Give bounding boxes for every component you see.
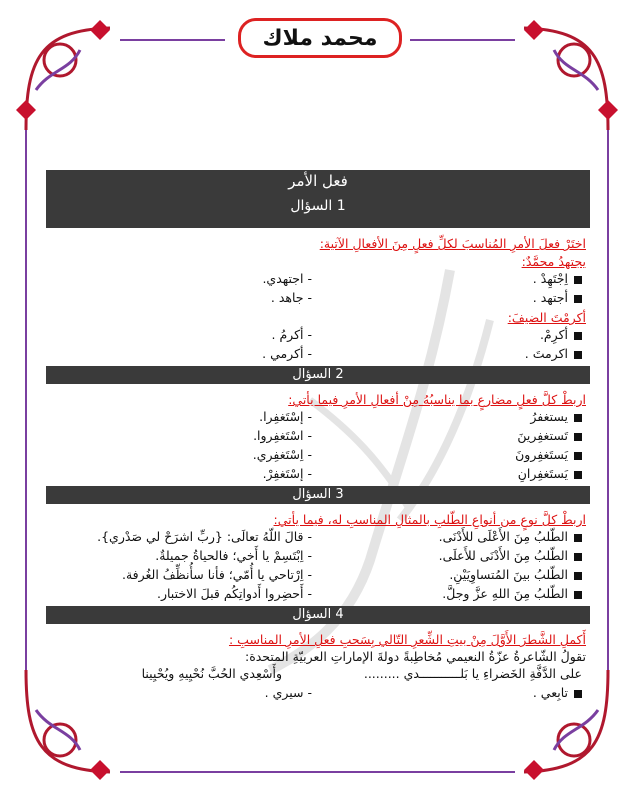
option-text: الطّلبُ مِنَ الأَدْنَى للأَعلَى. bbox=[438, 548, 568, 563]
q4-intro: تقولُ الشّاعرةُ عزّةُ النعيمي مُخاطِبةً دولةَ الإماراتِ العربيّةِ المتحدة: bbox=[244, 649, 586, 664]
worksheet-content bbox=[46, 170, 590, 702]
option-text: - إسْتَغفِرْ. bbox=[262, 466, 312, 481]
option-text: اِجْتَهِدْ . bbox=[532, 271, 568, 286]
option-text: الطّلبُ مِنَ الأَعْلَى للأَدْنَى. bbox=[438, 529, 568, 544]
q4-instruction: أَكملِ الشَّطرَ الأَوَّلَ مِنْ بيتِ الشِّعرِ التّالي بِسَحبِ فعلِ الأمرِ المناسبِ : bbox=[228, 632, 586, 647]
checkbox-square[interactable] bbox=[574, 591, 582, 599]
option-text: يَستَغفِرونَ bbox=[515, 447, 568, 462]
option-text: - أَحضِروا أَدواتِكُم قبلَ الاختبار. bbox=[156, 586, 312, 601]
verse-second-half: وأَسْعِدي الحُبَّ نُحْيِيهِ ويُحْيِينا bbox=[141, 666, 282, 681]
answer-row bbox=[46, 426, 590, 445]
option-text: يَستَغفِرانِ bbox=[517, 466, 568, 481]
option-text: الطّلبُ مِنَ اللهِ عزَّ وجلَّ. bbox=[442, 586, 568, 601]
answer-row bbox=[46, 445, 590, 464]
option-text: - أكرمُ . bbox=[271, 327, 312, 342]
answer-row bbox=[46, 565, 590, 584]
student-name-banner bbox=[238, 18, 402, 58]
answer-row bbox=[46, 584, 590, 603]
answer-row bbox=[46, 683, 590, 702]
option-text: - سيري . bbox=[264, 685, 312, 700]
checkbox-square[interactable] bbox=[574, 414, 582, 422]
option-text: - أكرمي . bbox=[262, 346, 312, 361]
option-text: تَستغفِرينَ bbox=[517, 428, 568, 443]
section-header bbox=[46, 170, 590, 228]
answer-row bbox=[46, 288, 590, 307]
checkbox-square[interactable] bbox=[574, 471, 582, 479]
verse-row bbox=[46, 664, 590, 683]
checkbox-square[interactable] bbox=[574, 553, 582, 561]
q2-instruction: اربطْ كلَّ فعلٍ مضارعٍ بما يناسبُهُ مِنْ أفعالِ الأمرِ فيما يأتي: bbox=[288, 392, 586, 407]
q1-group2-title: أكرمْتَ الضيفَ: bbox=[507, 310, 586, 325]
option-text: - اِسْتَغفِري. bbox=[252, 447, 312, 462]
checkbox-square[interactable] bbox=[574, 433, 582, 441]
option-text: - اِبْتَسِمْ يا أَخي؛ فالحياةُ جميلةٌ. bbox=[155, 548, 312, 563]
student-name: محمد ملاك bbox=[262, 25, 378, 51]
q1-group1-title: يجتهدُ محمَّدٌ: bbox=[521, 254, 586, 269]
option-text: أجتهد . bbox=[532, 290, 568, 305]
answer-row bbox=[46, 527, 590, 546]
checkbox-square[interactable] bbox=[574, 452, 582, 460]
checkbox-square[interactable] bbox=[574, 276, 582, 284]
checkbox-square[interactable] bbox=[574, 572, 582, 580]
corner-ornament-tr bbox=[524, 20, 618, 130]
verse-first-half: على الدَّفَّةِ الخَضراءِ يا بَلـــــــــــدي ......... bbox=[363, 666, 582, 681]
answer-row bbox=[46, 407, 590, 426]
option-text: أكرِمْ. bbox=[539, 327, 568, 342]
option-text: - اسْتَغفِروا. bbox=[253, 428, 312, 443]
option-text: الطّلبُ بينَ المُتساوِيَيْنِ. bbox=[449, 567, 568, 582]
option-text: - اِرْتاحي يا أُمّي؛ فأنا سأُنظِّفُ الغُرفة. bbox=[121, 567, 312, 582]
answer-row bbox=[46, 344, 590, 363]
corner-ornament-tl bbox=[16, 20, 110, 130]
option-text: - اجتهدي. bbox=[262, 271, 312, 286]
q3-instruction: اربطْ كلَّ نوعٍ من أنواعِ الطّلبِ بالمثالِ المناسبِ له، فيما يأتي: bbox=[273, 512, 586, 527]
option-text: اكرمتَ . bbox=[524, 346, 568, 361]
question-4-header: 4 السؤال bbox=[46, 606, 590, 624]
checkbox-square[interactable] bbox=[574, 351, 582, 359]
question-3-header: 3 السؤال bbox=[46, 486, 590, 504]
answer-row bbox=[46, 325, 590, 344]
answer-row bbox=[46, 464, 590, 483]
question-1-label: 1 السؤال bbox=[290, 198, 346, 214]
option-text: تابِعي . bbox=[532, 685, 568, 700]
option-text: يستغفرُ bbox=[530, 409, 568, 424]
checkbox-square[interactable] bbox=[574, 295, 582, 303]
question-2-header: 2 السؤال bbox=[46, 366, 590, 384]
checkbox-square[interactable] bbox=[574, 332, 582, 340]
answer-row bbox=[46, 269, 590, 288]
option-text: - إسْتَغفِرا. bbox=[259, 409, 312, 424]
q1-instruction: اختَرْ فعلَ الأمرِ المُناسبَ لكلِّ فعلٍ مِنَ الأفعالِ الآتية: bbox=[319, 236, 586, 251]
checkbox-square[interactable] bbox=[574, 690, 582, 698]
checkbox-square[interactable] bbox=[574, 534, 582, 542]
option-text: - جاهد . bbox=[270, 290, 312, 305]
option-text: - قالَ اللّهُ تعالَى: {ربِّ اشرَحْ لي صَدْري}. bbox=[97, 529, 312, 544]
answer-row bbox=[46, 546, 590, 565]
section-title: فعل الأمر bbox=[288, 172, 348, 190]
